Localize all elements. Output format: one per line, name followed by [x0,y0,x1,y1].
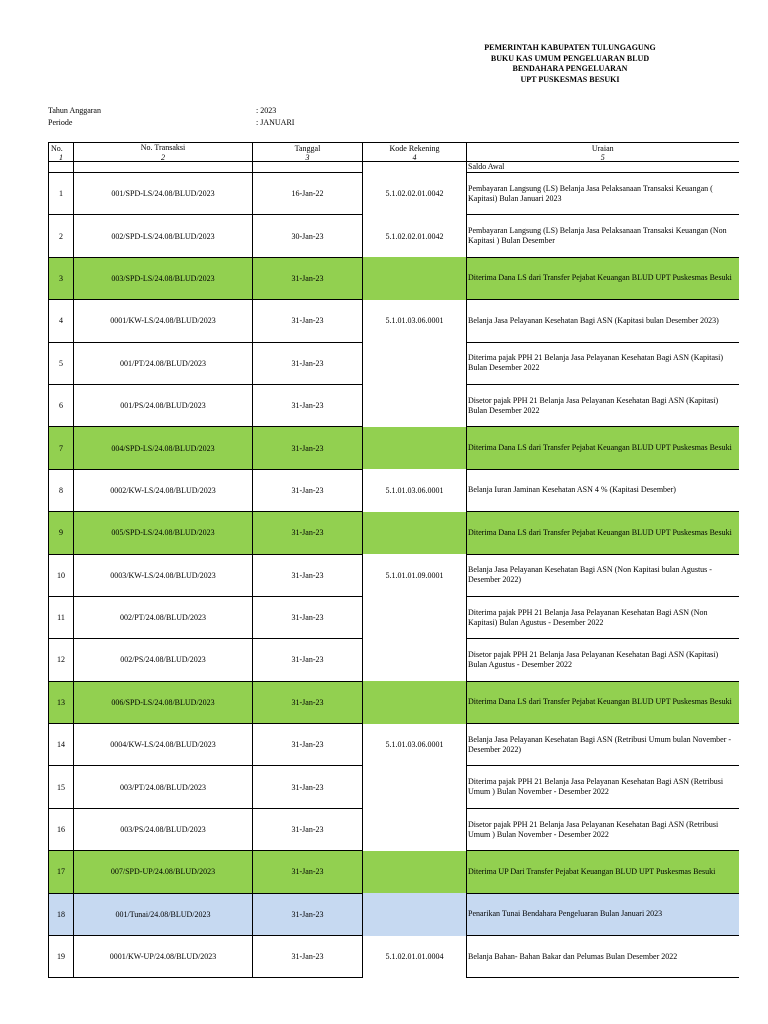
row-number: 3 [49,257,74,299]
row-transaction-number: 004/SPD-LS/24.08/BLUD/2023 [74,427,253,469]
table-row [49,639,739,681]
row-number: 7 [49,427,74,469]
row-description: Penarikan Tunai Bendahara Pengeluaran Bulan Januari 2023 [467,893,739,935]
row-account-code: 5.1.02.01.01.0004 [385,952,444,962]
row-description: Belanja Bahan- Bahan Bakar dan Pelumas Bulan Desember 2022 [467,936,739,978]
row-transaction-number: 001/PS/24.08/BLUD/2023 [74,384,253,426]
row-number: 5 [49,342,74,384]
table-row [49,427,739,469]
table-row [49,554,739,596]
row-description: Belanja Jasa Pelayanan Kesehatan Bagi ASN (Non Kapitasi bulan Agustus - Desember 2022) [467,554,739,596]
row-account-code [363,512,467,554]
row-date: 31-Jan-23 [253,766,363,808]
row-account-code [363,639,467,681]
row-account-code [363,808,467,850]
table-row [49,893,739,935]
col-header-no: No. [49,143,74,154]
row-date: 31-Jan-23 [253,342,363,384]
row-date: 31-Jan-23 [253,257,363,299]
row-transaction-number: 003/SPD-LS/24.08/BLUD/2023 [74,257,253,299]
row-date: 30-Jan-23 [253,215,363,257]
row-account-code: 5.1.01.03.06.0001 [385,316,444,326]
row-transaction-number: 003/PS/24.08/BLUD/2023 [74,808,253,850]
row-description: Diterima Dana LS dari Transfer Pejabat Keuangan BLUD UPT Puskesmas Besuki [467,681,739,723]
row-date: 31-Jan-23 [253,596,363,638]
row-transaction-number: 002/PS/24.08/BLUD/2023 [74,639,253,681]
row-date: 31-Jan-23 [253,554,363,596]
col-header-tanggal: Tanggal [253,143,363,154]
row-date: 31-Jan-23 [253,724,363,766]
periode-value: : JANUARI [256,118,295,127]
periode-label: Periode [48,118,73,127]
row-description: Pembayaran Langsung (LS) Belanja Jasa Pelaksanaan Transaksi Keuangan ( Kapitasi) Bulan Januari 2023 [467,173,739,215]
table-row [49,808,739,850]
row-date: 31-Jan-23 [253,808,363,850]
row-description: Diterima Dana LS dari Transfer Pejabat Keuangan BLUD UPT Puskesmas Besuki [467,512,739,554]
table-row [49,724,739,766]
col-header-kode-rekening: Kode Rekening [363,143,467,154]
column-index-row [49,153,739,162]
col-header-transaksi: No. Transaksi [74,143,253,154]
row-number: 17 [49,851,74,893]
col-index: 1 [49,153,74,162]
header-treasurer: BENDAHARA PENGELUARAN [512,64,628,73]
row-number: 2 [49,215,74,257]
table-row [49,851,739,893]
row-description: Belanja Iuran Jaminan Kesehatan ASN 4 % (Kapitasi Desember) [467,469,739,511]
tahun-label: Tahun Anggaran [48,106,101,115]
table-row [49,469,739,511]
row-account-code [363,681,467,723]
table-row [49,257,739,299]
row-number: 14 [49,724,74,766]
row-date: 31-Jan-23 [253,427,363,469]
row-number: 19 [49,936,74,978]
row-number: 4 [49,300,74,342]
row-description: Belanja Jasa Pelayanan Kesehatan Bagi ASN (Kapitasi bulan Desember 2023) [467,300,739,342]
row-transaction-number: 001/PT/24.08/BLUD/2023 [74,342,253,384]
table-header-row [49,143,739,154]
row-date: 31-Jan-23 [253,893,363,935]
info-tahun [48,106,277,115]
row-date: 16-Jan-22 [253,173,363,215]
row-date: 31-Jan-23 [253,851,363,893]
row-number: 18 [49,893,74,935]
row-account-code: 5.1.02.02.01.0042 [385,231,444,241]
row-number: 8 [49,469,74,511]
row-number: 11 [49,596,74,638]
report-header [380,43,760,85]
row-description: Diterima UP Dari Transfer Pejabat Keuangan BLUD UPT Puskesmas Besuki [467,851,739,893]
table-row [49,681,739,723]
saldo-awal-label: Saldo Awal [467,162,739,173]
row-account-code [363,384,467,426]
row-number: 13 [49,681,74,723]
row-date: 31-Jan-23 [253,512,363,554]
table-row [49,342,739,384]
row-date: 31-Jan-23 [253,681,363,723]
row-number: 16 [49,808,74,850]
table-row [49,384,739,426]
row-date: 31-Jan-23 [253,384,363,426]
row-account-code [363,766,467,808]
info-periode [48,118,295,127]
row-date: 31-Jan-23 [253,639,363,681]
row-number: 9 [49,512,74,554]
row-account-code [363,427,467,469]
row-account-code [363,851,467,893]
row-description: Diterima pajak PPH 21 Belanja Jasa Pelayanan Kesehatan Bagi ASN (Retribusi Umum ) Bulan November - Desember 2022 [467,766,739,808]
row-transaction-number: 002/PT/24.08/BLUD/2023 [74,596,253,638]
row-account-code [363,342,467,384]
row-number: 10 [49,554,74,596]
row-account-code: 5.1.01.01.09.0001 [385,570,444,580]
ledger-table [48,142,739,978]
row-account-code: 5.1.02.02.01.0042 [385,189,444,199]
row-date: 31-Jan-23 [253,300,363,342]
row-description: Pembayaran Langsung (LS) Belanja Jasa Pelaksanaan Transaksi Keuangan (Non Kapitasi ) Bulan Desember [467,215,739,257]
row-transaction-number: 0002/KW-LS/24.08/BLUD/2023 [74,469,253,511]
row-date: 31-Jan-23 [253,936,363,978]
row-number: 15 [49,766,74,808]
row-description: Diterima Dana LS dari Transfer Pejabat Keuangan BLUD UPT Puskesmas Besuki [467,257,739,299]
row-transaction-number: 003/PT/24.08/BLUD/2023 [74,766,253,808]
row-transaction-number: 006/SPD-LS/24.08/BLUD/2023 [74,681,253,723]
row-account-code: 5.1.01.03.06.0001 [385,740,444,750]
row-transaction-number: 001/Tunai/24.08/BLUD/2023 [74,893,253,935]
header-government: PEMERINTAH KABUPATEN TULUNGAGUNG [484,43,656,52]
table-row [49,596,739,638]
table-row [49,512,739,554]
header-book-title: BUKU KAS UMUM PENGELUARAN BLUD [490,53,650,63]
row-number: 1 [49,173,74,215]
col-header-uraian: Uraian [467,143,739,154]
row-account-code: 5.1.01.03.06.0001 [385,485,444,495]
table-row [49,215,739,257]
row-transaction-number: 0001/KW-LS/24.08/BLUD/2023 [74,300,253,342]
table-row [49,300,739,342]
col-index: 5 [467,153,739,162]
row-number: 6 [49,384,74,426]
col-index: 4 [363,153,467,162]
row-description: Disetor pajak PPH 21 Belanja Jasa Pelayanan Kesehatan Bagi ASN (Kapitasi) Bulan Agustus - Desember 2022 [467,639,739,681]
row-description: Diterima pajak PPH 21 Belanja Jasa Pelayanan Kesehatan Bagi ASN (Kapitasi) Bulan Desember 2022 [467,342,739,384]
row-transaction-number: 0003/KW-LS/24.08/BLUD/2023 [74,554,253,596]
row-transaction-number: 0004/KW-LS/24.08/BLUD/2023 [74,724,253,766]
row-transaction-number: 0001/KW-UP/24.08/BLUD/2023 [74,936,253,978]
row-description: Diterima pajak PPH 21 Belanja Jasa Pelayanan Kesehatan Bagi ASN (Non Kapitasi) Bulan Agustus - Desember 2022 [467,596,739,638]
row-account-code [363,893,467,935]
row-account-code [363,596,467,638]
row-description: Disetor pajak PPH 21 Belanja Jasa Pelayanan Kesehatan Bagi ASN (Retribusi Umum ) Bulan November - Desember 2022 [467,808,739,850]
table-row [49,173,739,215]
row-description: Disetor pajak PPH 21 Belanja Jasa Pelayanan Kesehatan Bagi ASN (Kapitasi) Bulan Desember 2022 [467,384,739,426]
row-date: 31-Jan-23 [253,469,363,511]
row-number: 12 [49,639,74,681]
table-row [49,936,739,978]
row-description: Diterima Dana LS dari Transfer Pejabat Keuangan BLUD UPT Puskesmas Besuki [467,427,739,469]
row-description: Belanja Jasa Pelayanan Kesehatan Bagi ASN (Retribusi Umum bulan November - Desember 2022) [467,724,739,766]
table-row [49,766,739,808]
row-transaction-number: 001/SPD-LS/24.08/BLUD/2023 [74,173,253,215]
tahun-value: : 2023 [256,106,277,115]
col-index: 3 [253,153,363,162]
row-transaction-number: 002/SPD-LS/24.08/BLUD/2023 [74,215,253,257]
row-transaction-number: 005/SPD-LS/24.08/BLUD/2023 [74,512,253,554]
col-index: 2 [74,153,253,162]
saldo-awal-row [49,162,739,173]
row-account-code [363,257,467,299]
row-transaction-number: 007/SPD-UP/24.08/BLUD/2023 [74,851,253,893]
header-unit: UPT PUSKESMAS BESUKI [520,74,620,84]
